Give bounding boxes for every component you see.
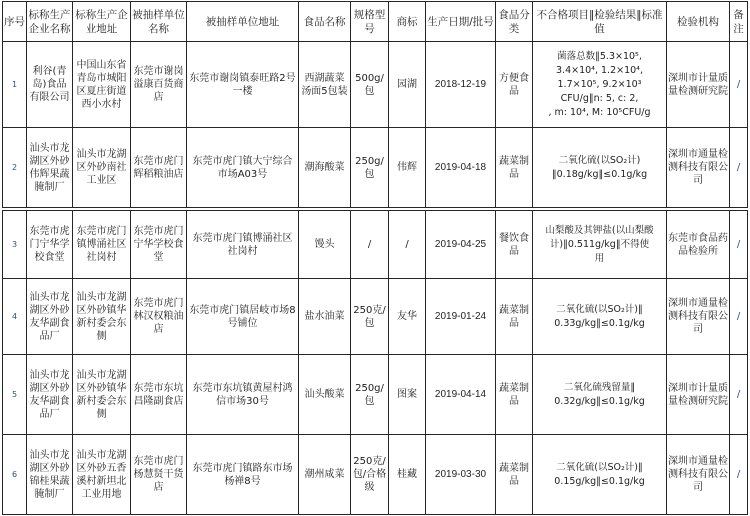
cell-brand: 桂藏	[389, 435, 426, 515]
cell-producer-address: 汕头市龙湖区外砂五香溪村新坦北工业用地	[73, 435, 131, 515]
cell-spec: /	[351, 211, 389, 279]
cell-seq: 3	[3, 211, 27, 279]
header-producer-address: 标称生产企业地址	[73, 2, 131, 42]
cell-items: 二氧化硫残留量‖ 0.32g/kg‖≤0.1g/kg	[533, 355, 667, 435]
cell-sampled-name: 东莞市虎门杨慧贤干货店	[131, 435, 187, 515]
cell-category: 餐饮食品	[496, 211, 533, 279]
cell-sampled-name: 东莞市东坑昌隆副食店	[131, 355, 187, 435]
cell-food-name: 潮海酸菜	[299, 128, 351, 208]
header-remark: 备注	[730, 2, 748, 42]
cell-food-name: 馒头	[299, 211, 351, 279]
cell-brand: /	[389, 211, 426, 279]
results-table-top	[2, 1, 748, 208]
cell-food-name: 汕头酸菜	[299, 355, 351, 435]
cell-items: 菌落总数‖5.3×10⁵, 3.4×10⁴, 1.2×10⁴, 1.7×10⁵, 9.2×10³ CFU/g‖n: 5, c: 2, , m: 10⁴, M: 10⁵CFU/g	[533, 42, 667, 128]
cell-date: 2019-04-25	[426, 211, 496, 279]
cell-producer-address: 汕头市龙湖区外砂镇华新村委会东侧	[73, 279, 131, 355]
cell-producer-name: 利谷(青岛)食品有限公司	[27, 42, 73, 128]
cell-sampled-address: 东莞市虎门镇博涌社区社岗村	[187, 211, 299, 279]
cell-sampled-address: 东莞市虎门镇路东市场杨禅8号	[187, 435, 299, 515]
cell-brand: 友华	[389, 279, 426, 355]
cell-agency: 东莞市食品药品检验所	[667, 211, 730, 279]
results-table-bottom	[2, 210, 748, 515]
cell-seq: 6	[3, 435, 27, 515]
cell-agency: 深圳市通量检测科技有限公司	[667, 279, 730, 355]
header-sampled-name: 被抽样单位名称	[131, 2, 187, 42]
cell-seq: 5	[3, 355, 27, 435]
cell-producer-name: 汕头市龙湖区外砂伟辉果蔬腌制厂	[27, 128, 73, 208]
header-items: 不合格项目‖检验结果‖标准值	[533, 2, 667, 42]
cell-items: 二氧化硫(以SO₂计) ‖0.18g/kg‖≤0.1g/kg	[533, 128, 667, 208]
cell-agency: 深圳市计量质量检测研究院	[667, 355, 730, 435]
header-seq: 序号	[3, 2, 27, 42]
cell-brand: 园湖	[389, 42, 426, 128]
cell-sampled-name: 东莞市虎门辉稻粮油店	[131, 128, 187, 208]
cell-remark: /	[730, 128, 748, 208]
table-row	[3, 42, 748, 128]
cell-sampled-name: 东莞市谢岗溢康百货商店	[131, 42, 187, 128]
table-row	[3, 355, 748, 435]
cell-items: 二氧化硫(以SO₂计)‖ 0.15g/kg‖≤0.1g/kg	[533, 435, 667, 515]
cell-date: 2019-01-24	[426, 279, 496, 355]
cell-spec: 250克/包	[351, 279, 389, 355]
cell-food-name: 西湖蔬菜汤面5包装	[299, 42, 351, 128]
cell-date: 2019-03-30	[426, 435, 496, 515]
cell-producer-name: 汕头市龙湖区外砂友华副食品厂	[27, 355, 73, 435]
header-row	[3, 2, 748, 42]
cell-sampled-name: 东莞市虎门林汉权粮油店	[131, 279, 187, 355]
cell-spec: 250g/包	[351, 355, 389, 435]
cell-remark: /	[730, 211, 748, 279]
cell-date: 2018-12-19	[426, 42, 496, 128]
header-date: 生产日期/批号	[426, 2, 496, 42]
cell-sampled-address: 东莞市谢岗镇泰旺路2号一楼	[187, 42, 299, 128]
cell-spec: 250g/包	[351, 128, 389, 208]
table-row	[3, 435, 748, 515]
cell-items: 二氧化硫(以SO₂计)‖ 0.33g/kg‖≤0.1g/kg	[533, 279, 667, 355]
header-sampled-address: 被抽样单位地址	[187, 2, 299, 42]
cell-spec: 500g/包	[351, 42, 389, 128]
cell-remark: /	[730, 42, 748, 128]
cell-seq: 4	[3, 279, 27, 355]
cell-remark: /	[730, 435, 748, 515]
cell-date: 2019-04-14	[426, 355, 496, 435]
cell-category: 蔬菜制品	[496, 435, 533, 515]
cell-sampled-address: 东莞市虎门镇居岐市场8号铺位	[187, 279, 299, 355]
cell-category: 蔬菜制品	[496, 355, 533, 435]
cell-remark: /	[730, 355, 748, 435]
cell-brand: 图案	[389, 355, 426, 435]
cell-producer-name: 东莞市虎门宁华学校食堂	[27, 211, 73, 279]
cell-brand: 伟辉	[389, 128, 426, 208]
cell-sampled-name: 东莞市虎门宁华学校食堂	[131, 211, 187, 279]
cell-producer-address: 中国山东省青岛市城阳区夏庄街道西小水村	[73, 42, 131, 128]
cell-spec: 250克/包/合格级	[351, 435, 389, 515]
cell-date: 2019-04-18	[426, 128, 496, 208]
header-spec: 规格型号	[351, 2, 389, 42]
cell-agency: 深圳市通量检测科技有限公司	[667, 128, 730, 208]
cell-seq: 2	[3, 128, 27, 208]
cell-items: 山梨酸及其钾盐(以山梨酸 计)‖0.511g/kg‖不得使 用	[533, 211, 667, 279]
header-brand: 商标	[389, 2, 426, 42]
cell-seq: 1	[3, 42, 27, 128]
cell-food-name: 潮州咸菜	[299, 435, 351, 515]
cell-remark: /	[730, 279, 748, 355]
cell-agency: 深圳市计量质量检测研究院	[667, 42, 730, 128]
cell-agency: 深圳市通量检测科技有限公司	[667, 435, 730, 515]
cell-sampled-address: 东莞市东坑镇黄屋村鸿信市场30号	[187, 355, 299, 435]
cell-category: 蔬菜制品	[496, 279, 533, 355]
cell-category: 蔬菜制品	[496, 128, 533, 208]
cell-category: 方便食品	[496, 42, 533, 128]
cell-producer-address: 汕头市龙湖区外砂南社工业区	[73, 128, 131, 208]
cell-producer-name: 汕头市龙湖区外砂锦桂果蔬腌制厂	[27, 435, 73, 515]
cell-producer-address: 东莞市虎门镇博涌社区社岗村	[73, 211, 131, 279]
cell-food-name: 盐水油菜	[299, 279, 351, 355]
cell-producer-name: 汕头市龙湖区外砂友华副食品厂	[27, 279, 73, 355]
cell-sampled-address: 东莞市虎门镇大宁综合市场A03号	[187, 128, 299, 208]
header-food-name: 食品名称	[299, 2, 351, 42]
table-row	[3, 279, 748, 355]
header-producer-name: 标称生产企业名称	[27, 2, 73, 42]
cell-producer-address: 汕头市龙湖区外砂镇华新村委会东侧	[73, 355, 131, 435]
table-row	[3, 211, 748, 279]
table-row	[3, 128, 748, 208]
header-category: 食品分类	[496, 2, 533, 42]
header-agency: 检验机构	[667, 2, 730, 42]
